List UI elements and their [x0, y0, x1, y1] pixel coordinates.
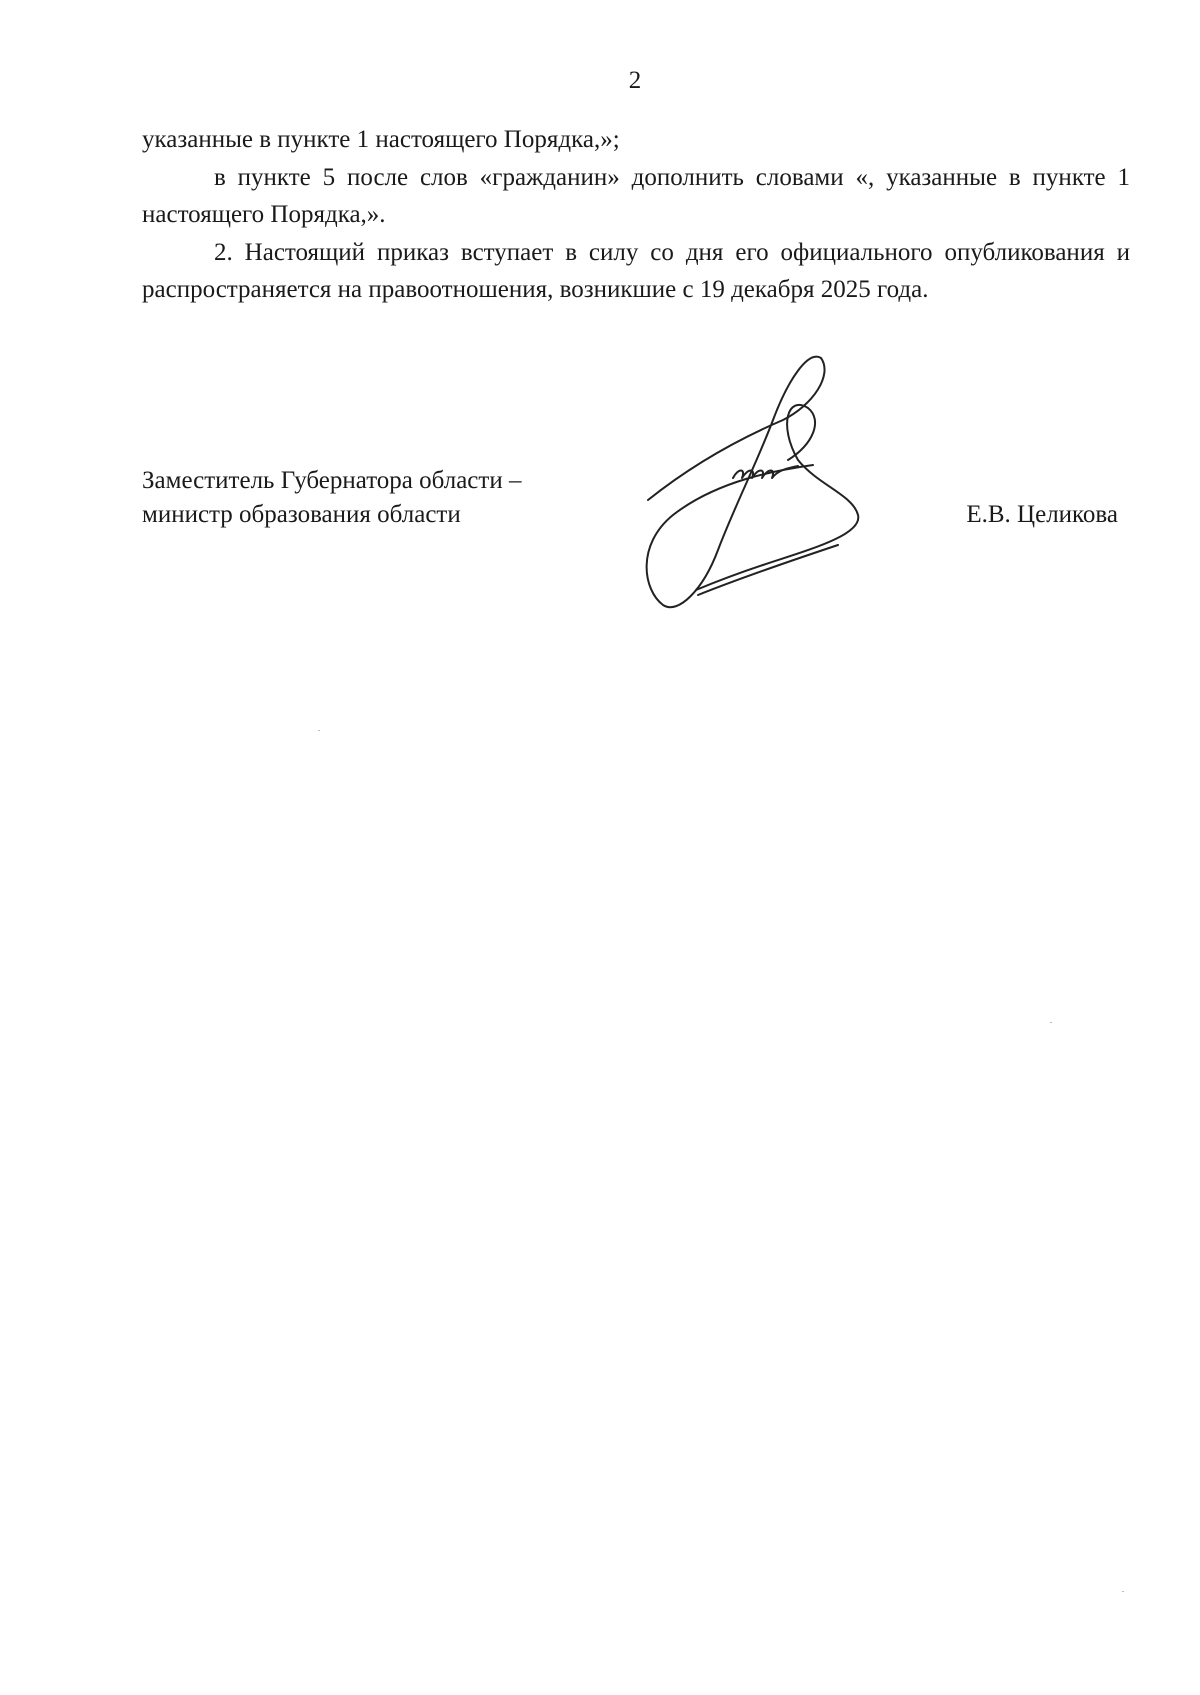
- signatory-name: Е.В. Целикова: [966, 501, 1118, 528]
- paragraph-amendment-item-5: в пункте 5 после слов «гражданин» дополнить словами «, указанные в пункте 1 настоящего Порядка,».: [142, 163, 1130, 228]
- signatory-position-line-2: министр образования области: [142, 501, 461, 528]
- handwritten-signature: [638, 350, 918, 640]
- document-body: [142, 121, 1130, 309]
- signatory-position: [142, 464, 521, 532]
- scan-speck: [318, 730, 320, 731]
- scan-speck: [1122, 1591, 1124, 1592]
- scan-speck: [1050, 1022, 1052, 1023]
- paragraph-effective-date: 2. Настоящий приказ вступает в силу со дня его официального опубликования и распространяется на правоотношения, возникшие с 19 декабря 2025 года.: [142, 238, 1130, 303]
- page-number: 2: [628, 67, 642, 94]
- signatory-position-line-1: Заместитель Губернатора области –: [142, 467, 522, 494]
- paragraph-continuation: указанные в пункте 1 настоящего Порядка,»;: [142, 126, 620, 153]
